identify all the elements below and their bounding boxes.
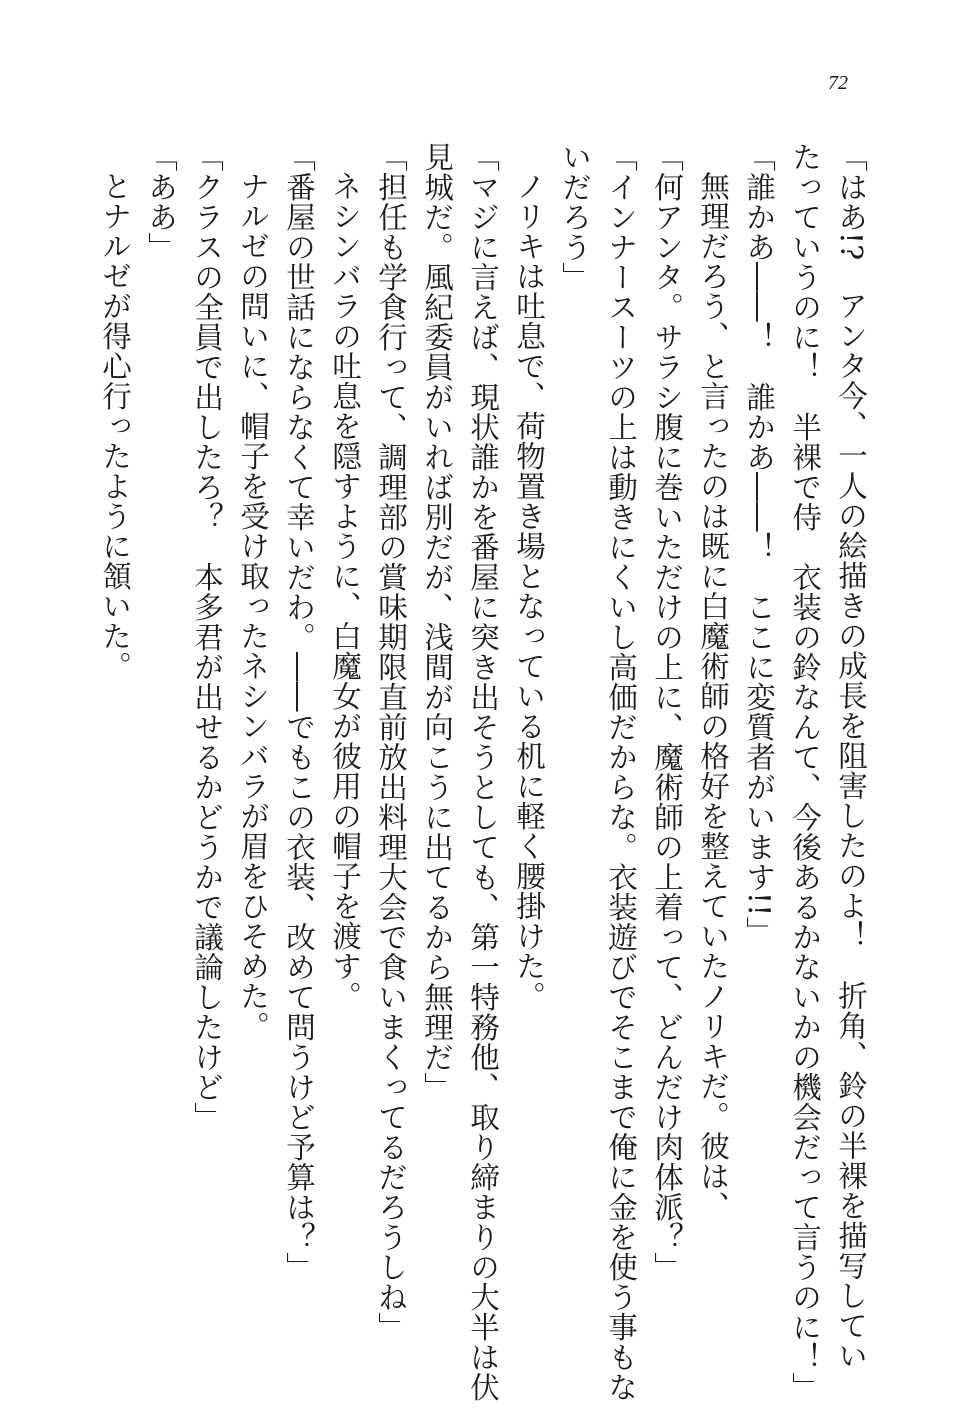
body-text xyxy=(84,142,874,1402)
text-line: 「クラスの全員で出したろ？ 本多君が出せるかどうかで議論したけど」 xyxy=(190,142,224,1132)
text-line: 「マジに言えば、現状誰かを番屋に突き出そうとしても、第一特務他、取り締まりの大半は伏 xyxy=(466,142,500,1402)
text-line: 見城だ。風紀委員がいれば別だが、浅間が向こうに出てるから無理だ」 xyxy=(420,142,454,1102)
text-line: ナルゼの問いに、帽子を受け取ったネシンバラが眉をひそめた。 xyxy=(236,171,270,1041)
text-line: 「担任も学食行って、調理部の賞味期限直前放出料理大会で食いまくってるだろうしね」 xyxy=(374,142,408,1342)
text-line: 「番屋の世話にならなくて幸いだわ。――でもこの衣装、改めて問うけど予算は？」 xyxy=(282,142,316,1282)
text-line: 「インナースーツの上は動きにくいし高価だからな。衣装遊びでそこまで俺に金を使う事もな xyxy=(604,142,638,1402)
text-line: ノリキは吐息で、荷物置き場となっている机に軽く腰掛けた。 xyxy=(512,171,546,1011)
text-line: 無理だろう、と言ったのは既に白魔術師の格好を整えていたノリキだ。彼は、 xyxy=(696,171,730,1221)
text-line: たっていうのに！ 半裸で侍 衣装の鈴なんて、今後あるかないかの機会だって言うのに！」 xyxy=(788,142,822,1402)
text-line: 「ああ」 xyxy=(144,142,178,262)
text-line: 「何アンタ。サラシ腹に巻いただけの上に、魔術師の上着って、どんだけ肉体派？」 xyxy=(650,142,684,1282)
text-line: とナルゼが得心行ったように頷いた。 xyxy=(98,171,132,681)
text-line: 「誰かあ――！ 誰かあ――！ ここに変質者がいます!!」 xyxy=(742,142,776,947)
text-line: 「はあ!? アンタ今、一人の絵描きの成長を阻害したのよ！ 折角、鈴の半裸を描写してい xyxy=(834,142,868,1371)
page-number: 72 xyxy=(828,72,848,94)
text-line: ネシンバラの吐息を隠すように、白魔女が彼用の帽子を渡す。 xyxy=(328,171,362,1011)
text-line: いだろう」 xyxy=(558,142,592,292)
